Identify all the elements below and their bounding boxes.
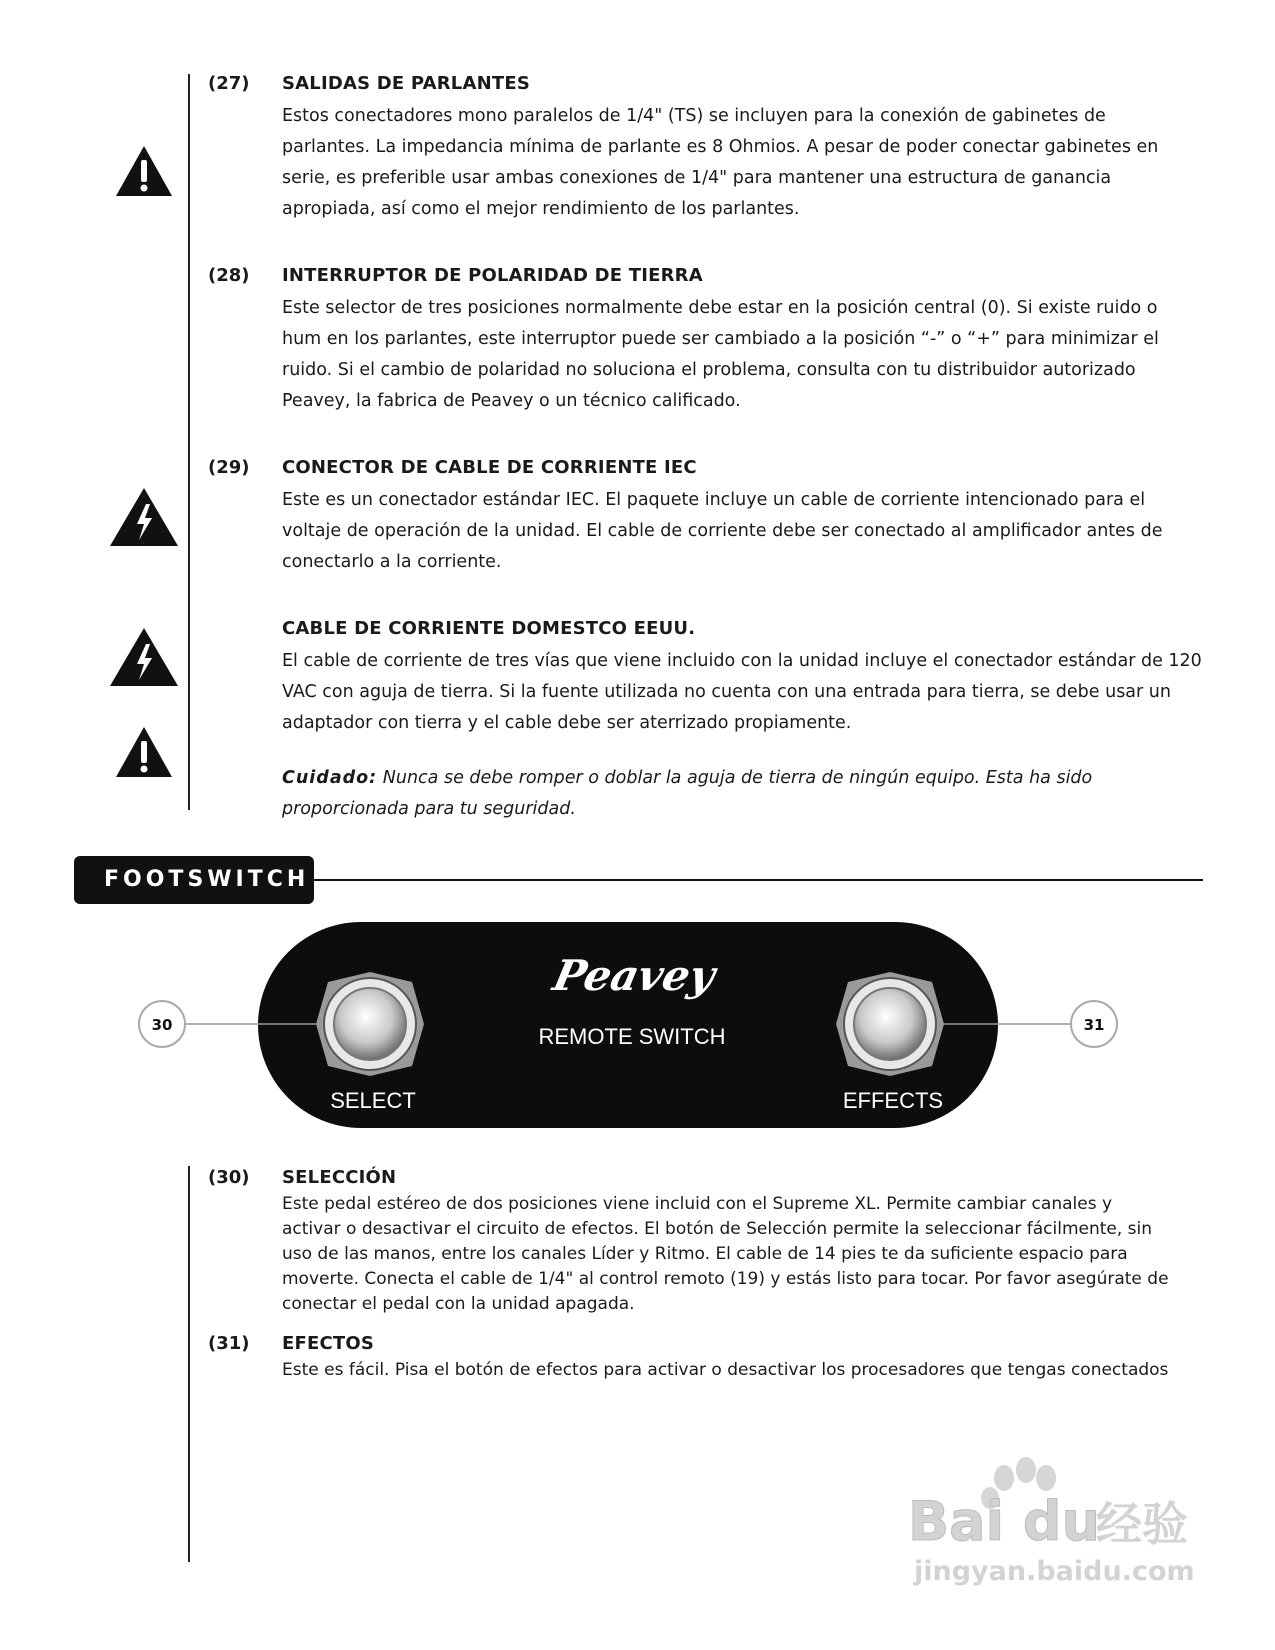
footswitch-banner <box>74 856 314 904</box>
watermark-cn-text: 经验 <box>1096 1497 1188 1551</box>
body-line: Peavey, la fabrica de Peavey o un técnico calificado. <box>282 391 741 411</box>
banner-title: FOOTSWITCH <box>104 867 310 892</box>
item-number: (31) <box>208 1333 250 1354</box>
section-number: (29) <box>208 457 250 478</box>
body-line: Estos conectadores mono paralelos de 1/4" (TS) se incluyen para la conexión de gabinetes de <box>282 106 1106 126</box>
warning-icon <box>114 725 174 779</box>
electric-shock-warning-icon <box>108 626 180 688</box>
body-line: voltaje de operación de la unidad. El cable de corriente debe ser conectado al amplificador antes de <box>282 521 1163 541</box>
body-line: adaptador con tierra y el cable debe ser aterrizado propiamente. <box>282 713 852 733</box>
body-line: ruido. Si el cambio de polaridad no soluciona el problema, consulta con tu distribuidor autorizado <box>282 360 1136 380</box>
body-line: uso de las manos, entre los canales Líder y Ritmo. El cable de 14 pies te da suficiente espacio para <box>282 1244 1128 1264</box>
item-heading: EFECTOS <box>282 1333 375 1354</box>
body-line: El cable de corriente de tres vías que viene incluido con la unidad incluye el conectador estándar de 120 <box>282 651 1202 671</box>
item-number: (30) <box>208 1167 250 1188</box>
body-line: Este es fácil. Pisa el botón de efectos para activar o desactivar los procesadores que tengas conectados <box>282 1360 1169 1380</box>
caution-line <box>282 763 1202 794</box>
select-switch <box>316 972 424 1076</box>
body-line: apropiada, así como el mejor rendimiento de los parlantes. <box>282 199 800 219</box>
section-heading: INTERRUPTOR DE POLARIDAD DE TIERRA <box>282 265 703 286</box>
item-body <box>282 1358 1202 1383</box>
caution-note <box>282 763 1202 825</box>
section-body <box>282 485 1202 578</box>
baidu-logo-text: Bai du <box>908 1490 1101 1553</box>
caution-label: Cuidado: <box>282 768 378 788</box>
electric-shock-warning-icon <box>108 486 180 548</box>
baidu-watermark <box>900 1440 1200 1590</box>
caution-text: Nunca se debe romper o doblar la aguja de tierra de ningún equipo. Esta ha sido <box>382 768 1093 788</box>
body-line: Este pedal estéreo de dos posiciones viene incluid con el Supreme XL. Permite cambiar canales y <box>282 1194 1113 1214</box>
body-line: hum en los parlantes, este interruptor puede ser cambiado a la posición “-” o “+” para minimizar el <box>282 329 1159 349</box>
remote-switch-label: REMOTE SWITCH <box>538 1024 726 1049</box>
peavey-logo: Peavey <box>548 951 720 1001</box>
section-body <box>282 646 1202 739</box>
section-heading: CONECTOR DE CABLE DE CORRIENTE IEC <box>282 457 697 478</box>
body-line: conectar el pedal con la unidad apagada. <box>282 1294 635 1314</box>
body-line: Este selector de tres posiciones normalmente debe estar en la posición central (0). Si existe ruido o <box>282 298 1158 318</box>
section-heading: CABLE DE CORRIENTE DOMESTCO EEUU. <box>282 618 696 639</box>
select-label: SELECT <box>330 1088 416 1113</box>
watermark-url: jingyan.baidu.com <box>914 1556 1195 1587</box>
body-line: conectarlo a la corriente. <box>282 552 502 572</box>
body-line: VAC con aguja de tierra. Si la fuente utilizada no cuenta con una entrada para tierra, se debe usar un <box>282 682 1171 702</box>
section-number: (27) <box>208 73 250 94</box>
section-number: (28) <box>208 265 250 286</box>
caution-line: proporcionada para tu seguridad. <box>282 799 576 819</box>
item-heading: SELECCIÓN <box>282 1167 397 1188</box>
body-line: activar o desactivar el circuito de efectos. El botón de Selección permite la seleccionar fácilmente, sin <box>282 1219 1153 1239</box>
section-body <box>282 101 1202 225</box>
section-heading: SALIDAS DE PARLANTES <box>282 73 531 94</box>
warning-icon <box>114 144 174 198</box>
left-rule-top <box>188 74 190 810</box>
body-line: Este es un conectador estándar IEC. El paquete incluye un cable de corriente intencionado para el <box>282 490 1146 510</box>
banner-rule <box>312 879 1203 881</box>
section-body <box>282 293 1202 417</box>
callout-30: 30 <box>151 1016 173 1034</box>
callout-31: 31 <box>1083 1016 1105 1034</box>
body-line: parlantes. La impedancia mínima de parlante es 8 Ohmios. A pesar de poder conectar gabinetes en <box>282 137 1159 157</box>
effects-switch <box>836 972 944 1076</box>
left-rule-bottom <box>188 1166 190 1562</box>
item-body <box>282 1192 1202 1317</box>
body-line: serie, es preferible usar ambas conexiones de 1/4" para mantener una estructura de ganancia <box>282 168 1112 188</box>
body-line: moverte. Conecta el cable de 1/4" al control remoto (19) y estás listo para tocar. Por favor asegúrate de <box>282 1269 1169 1289</box>
effects-label: EFFECTS <box>842 1088 944 1113</box>
footswitch-illustration <box>0 920 1275 1140</box>
